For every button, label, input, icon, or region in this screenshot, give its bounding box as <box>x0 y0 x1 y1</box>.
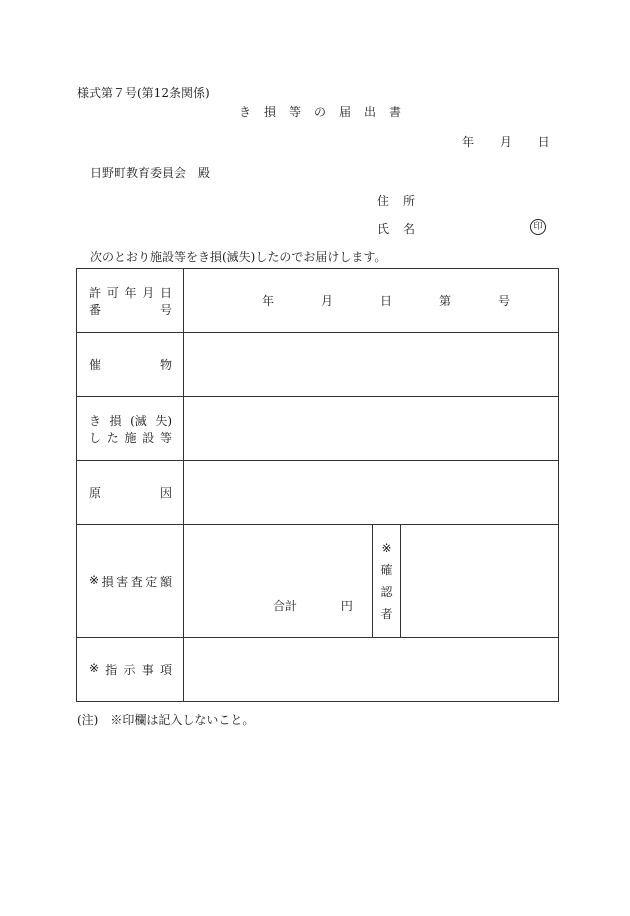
event-label: 催 物 <box>77 333 184 397</box>
seal-mark-icon: 印 <box>530 219 546 235</box>
addressee: 日野町教育委員会 殿 <box>90 166 211 180</box>
permit-row <box>77 269 559 333</box>
cause-row <box>77 461 559 525</box>
intro-statement: 次のとおり施設等をき損(滅失)したのでお届けします。 <box>90 250 387 264</box>
assessment-amount-field[interactable] <box>184 525 373 638</box>
address-label: 住所 <box>377 194 430 208</box>
footnote: (注) ※印欄は記入しないこと。 <box>77 713 255 727</box>
instruction-field[interactable] <box>184 638 559 702</box>
confirmer-field[interactable] <box>401 525 559 638</box>
document-title: き損等の届出書 <box>239 105 415 119</box>
instruction-label: ※ 指 示 事 項 <box>77 638 184 702</box>
name-label: 氏名 <box>377 222 430 236</box>
assessment-label: ※ 損 害 査 定 額 <box>77 525 184 638</box>
damaged-facility-label: き 損 (滅 失) し た 施 設 等 <box>77 397 184 461</box>
submission-date: 年 月 日 <box>462 135 550 149</box>
permit-label-line2: 番 号 <box>89 302 172 317</box>
total-yen: 合計 円 <box>273 599 353 613</box>
permit-label <box>77 269 184 333</box>
event-row <box>77 333 559 397</box>
assessment-row <box>77 525 559 638</box>
permit-label-line1: 許 可 年 月 日 <box>89 285 172 300</box>
damaged-facility-field[interactable] <box>184 397 559 461</box>
event-field[interactable] <box>184 333 559 397</box>
cause-label: 原 因 <box>77 461 184 525</box>
instruction-row <box>77 638 559 702</box>
cause-field[interactable] <box>184 461 559 525</box>
form-number: 様式第７号(第12条関係) <box>77 86 210 100</box>
permit-date-field[interactable]: 年 月 日 第 号 <box>184 269 559 333</box>
damaged-facility-row <box>77 397 559 461</box>
form-table <box>76 268 559 702</box>
confirmer-label: ※ 確 認 者 <box>373 525 401 638</box>
